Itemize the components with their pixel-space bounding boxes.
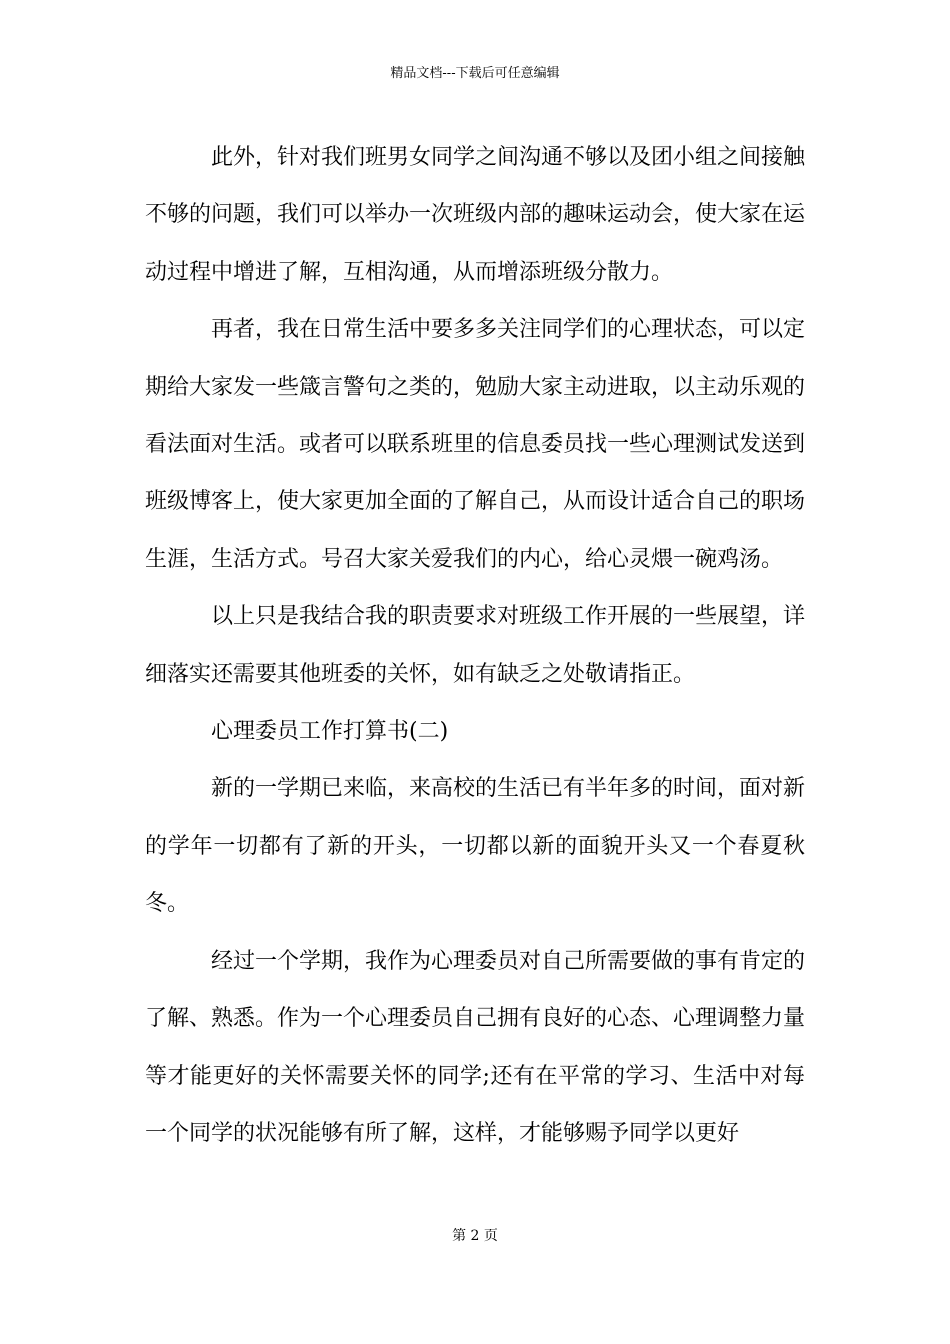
section-title: 心理委员工作打算书(二) (211, 719, 449, 745)
paragraph-mental-state: 再者，我在日常生活中要多多关注同学们的心理状态，可以定期给大家发一些箴言警句之类的，勉励大家主动进取，以主动乐观的看法面对生活。或者可以联系班里的信息委员找一些心理测试发送到班级博客上，使大家更加全面的了解自己，从而设计适合自己的职场生涯，生活方式。号召大家关爱我们的内心，给心灵煨一碗鸡汤。 (145, 317, 806, 572)
page-header: 精品文档---下载后可任意编辑 (390, 66, 560, 81)
paragraph-extra-activities: 此外，针对我们班男女同学之间沟通不够以及团小组之间接触不够的问题，我们可以举办一次班级内部的趣味运动会，使大家在运动过程中增进了解，互相沟通，从而增添班级分散力。 (145, 145, 806, 285)
paragraph-new-semester: 新的一学期已来临，来高校的生活已有半年多的时间，面对新的学年一切都有了新的开头，一切都以新的面貌开头又一个春夏秋冬。 (145, 776, 806, 917)
paragraph-experience: 经过一个学期，我作为心理委员对自己所需要做的事有肯定的了解、熟悉。作为一个心理委员自己拥有良好的心态、心理调整力量等才能更好的关怀需要关怀的同学;还有在平常的学习、生活中对每一个同学的状况能够有所了解，这样，才能够赐予同学以更好 (145, 948, 806, 1146)
paragraph-conclusion: 以上只是我结合我的职责要求对班级工作开展的一些展望，详细落实还需要其他班委的关怀，如有缺乏之处敬请指正。 (145, 604, 806, 687)
page-number: 2 (470, 1228, 480, 1244)
page-footer (0, 1226, 950, 1246)
footer-prefix: 第 (452, 1228, 467, 1244)
document-body (145, 129, 805, 1162)
footer-suffix: 页 (483, 1228, 498, 1244)
